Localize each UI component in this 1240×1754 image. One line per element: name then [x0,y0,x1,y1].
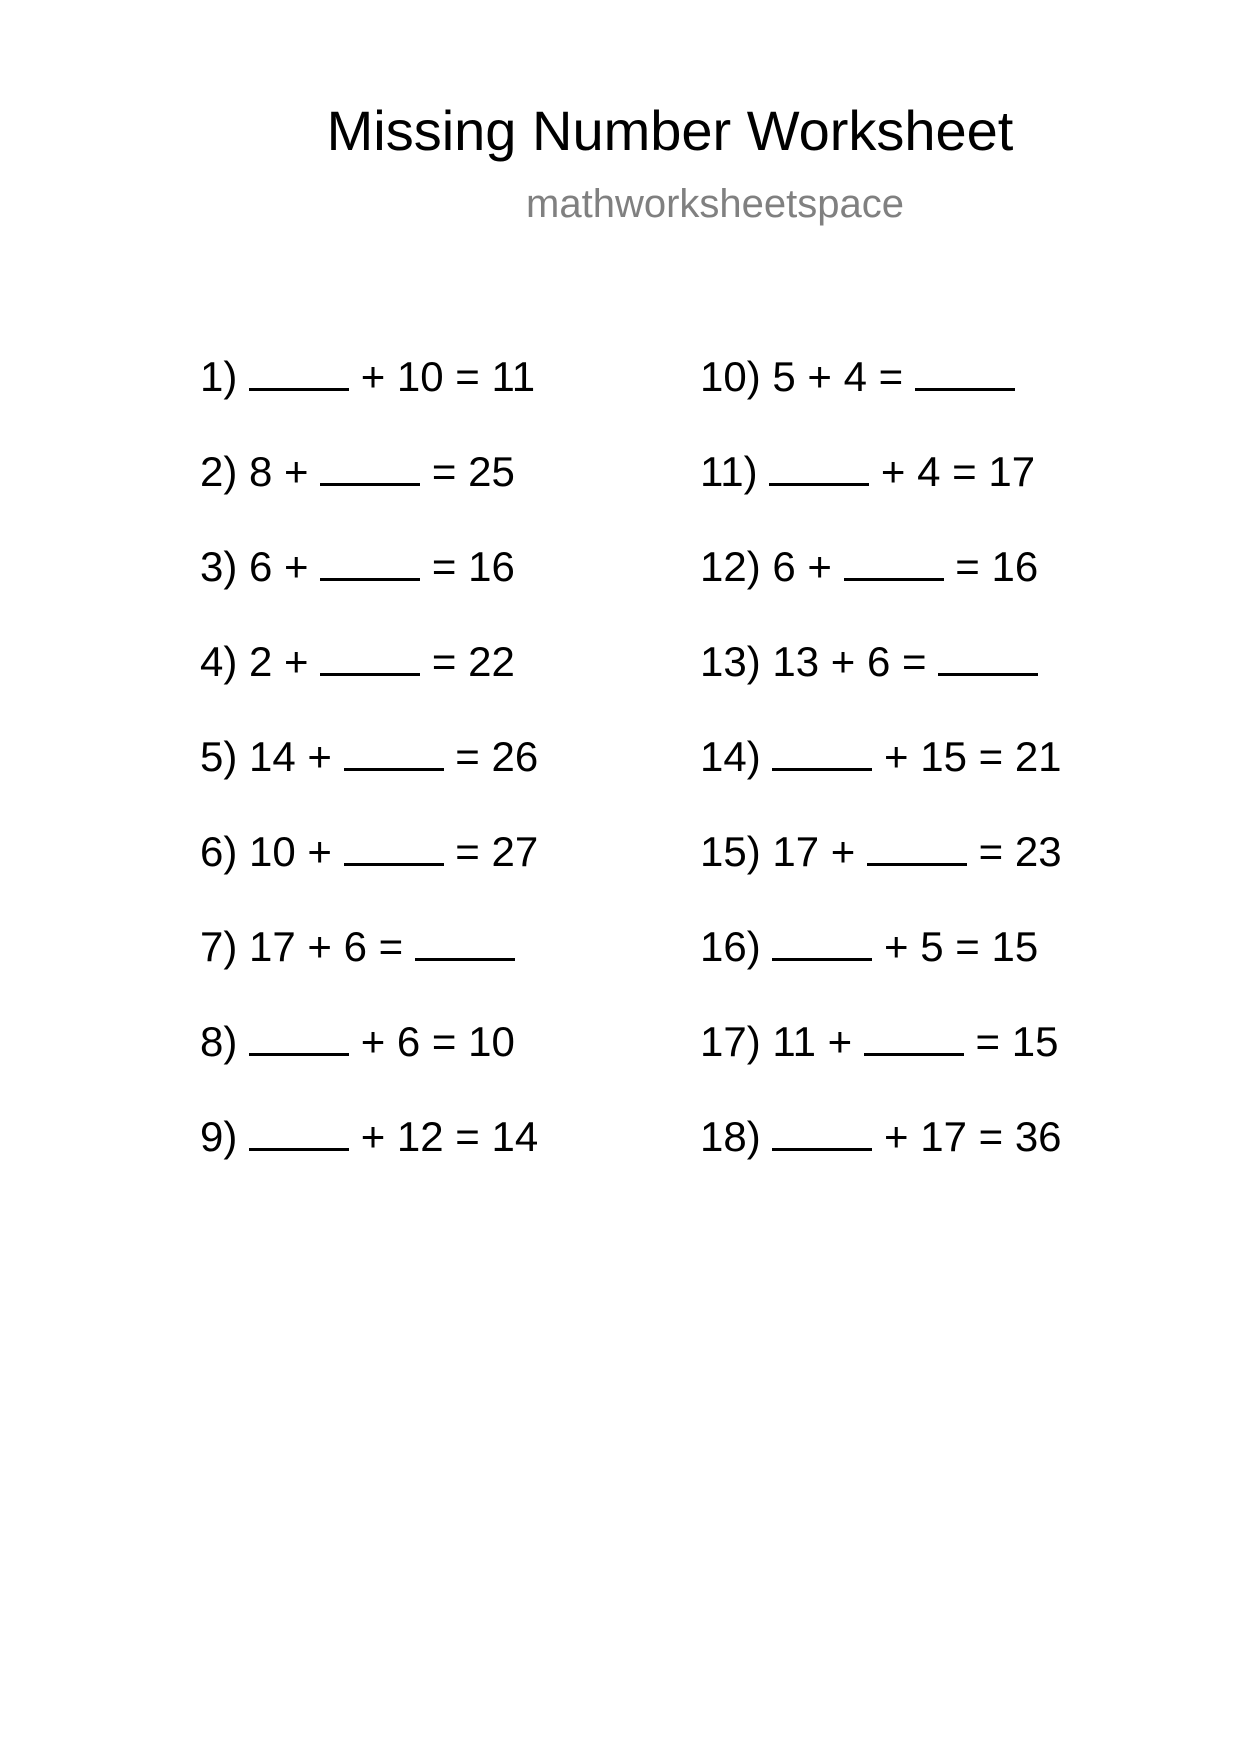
problem-7 [200,920,538,1015]
problem-5 [200,730,538,825]
problem-text-before: 8 + [237,448,321,495]
worksheet-subtitle: mathworksheetspace [526,182,904,226]
problem-11 [700,445,1062,540]
problem-number: 6) [200,828,238,875]
problem-text-before [758,448,770,495]
problem-number: 14) [700,733,761,780]
problem-text-before: 11 + [760,1018,864,1065]
problem-text-after: + 4 = 17 [869,448,1036,495]
problem-number: 16) [700,923,761,970]
problem-text-after: = 25 [420,448,515,495]
answer-blank[interactable] [772,730,872,771]
answer-blank[interactable] [249,1015,349,1056]
answer-blank[interactable] [772,1110,872,1151]
problem-14 [700,730,1062,825]
problem-18 [700,1110,1062,1205]
problem-number: 7) [200,923,238,970]
answer-blank[interactable] [769,445,869,486]
problem-text-after: + 6 = 10 [349,1018,515,1065]
answer-blank[interactable] [938,635,1038,676]
problem-text-after: + 10 = 11 [349,353,536,400]
problem-number: 9) [200,1113,238,1160]
problem-number: 8) [200,1018,238,1065]
problem-text-before: 17 + [760,828,867,875]
problem-text-before [237,1113,249,1160]
answer-blank[interactable] [415,920,515,961]
problem-text-before [237,1018,249,1065]
problem-9 [200,1110,538,1205]
problem-text-before: 14 + [237,733,344,780]
problem-number: 17) [700,1018,761,1065]
problem-text-after: = 16 [420,543,515,590]
problem-number: 5) [200,733,238,780]
worksheet-title: Missing Number Worksheet [326,99,1014,162]
problem-16 [700,920,1062,1015]
problem-text-after: = 26 [443,733,539,780]
answer-blank[interactable] [344,730,444,771]
problem-text-before [761,733,773,780]
problem-number: 2) [200,448,238,495]
answer-blank[interactable] [344,825,444,866]
problem-2 [200,445,538,540]
problem-text-before: 2 + [237,638,321,685]
problem-text-before: 10 + [237,828,344,875]
problem-text-before [761,923,773,970]
problem-text-before: 17 + 6 = [237,923,415,970]
problem-text-before [237,353,249,400]
answer-blank[interactable] [249,1110,349,1151]
problem-1 [200,350,538,445]
answer-blank[interactable] [867,825,967,866]
problems-column-left [200,350,538,1205]
answer-blank[interactable] [915,350,1015,391]
problem-text-before: 13 + 6 = [760,638,939,685]
problem-17 [700,1015,1062,1110]
problem-number: 12) [700,543,761,590]
problem-number: 1) [200,353,238,400]
problem-text-before: 6 + [237,543,321,590]
answer-blank[interactable] [249,350,349,391]
problem-3 [200,540,538,635]
problem-text-after: + 15 = 21 [872,733,1062,780]
problem-text-after: = 22 [420,638,515,685]
problem-13 [700,635,1062,730]
problem-10 [700,350,1062,445]
problem-number: 15) [700,828,761,875]
answer-blank[interactable] [320,540,420,581]
problem-15 [700,825,1062,920]
problem-number: 13) [700,638,761,685]
problems-column-right [700,350,1062,1205]
answer-blank[interactable] [320,635,420,676]
problem-12 [700,540,1062,635]
problem-text-after: = 23 [966,828,1062,875]
problem-number: 10) [700,353,761,400]
problem-text-after: = 27 [443,828,539,875]
answer-blank[interactable] [844,540,944,581]
problem-text-before: 5 + 4 = [760,353,915,400]
problem-6 [200,825,538,920]
problem-text-after: + 12 = 14 [349,1113,539,1160]
problem-text-before: 6 + [760,543,844,590]
problem-number: 4) [200,638,238,685]
problem-text-after: = 15 [963,1018,1059,1065]
problem-text-before [761,1113,773,1160]
answer-blank[interactable] [864,1015,964,1056]
answer-blank[interactable] [772,920,872,961]
answer-blank[interactable] [320,445,420,486]
problem-text-after: + 17 = 36 [872,1113,1062,1160]
problem-number: 18) [700,1113,761,1160]
problem-text-after: + 5 = 15 [872,923,1039,970]
problem-number: 3) [200,543,238,590]
problem-8 [200,1015,538,1110]
problem-4 [200,635,538,730]
problem-number: 11) [700,448,758,495]
problem-text-after: = 16 [943,543,1039,590]
